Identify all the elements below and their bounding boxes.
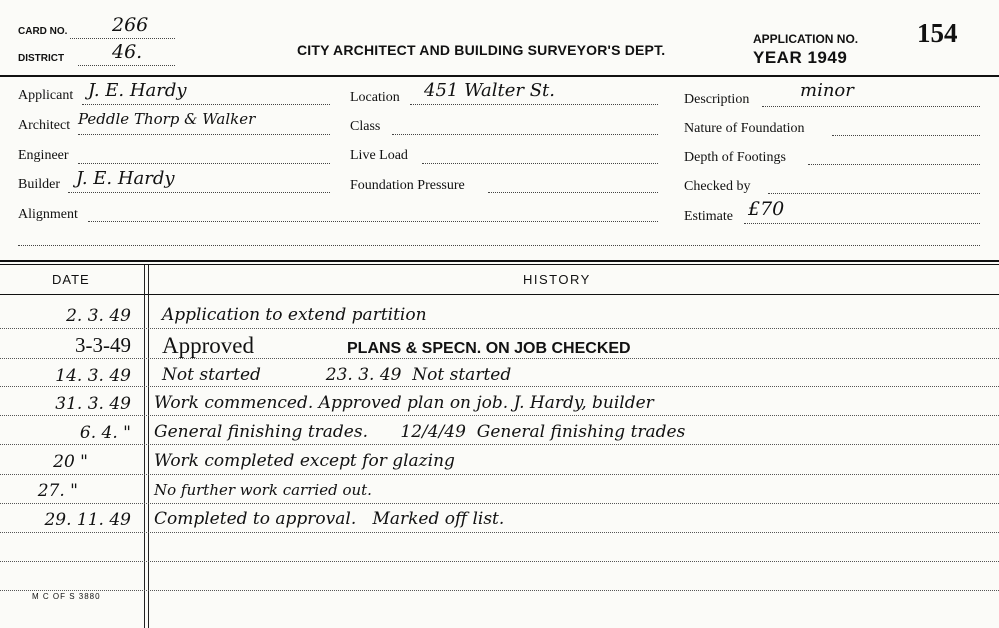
card-no-label: CARD NO. (18, 26, 68, 37)
year: YEAR 1949 (753, 48, 848, 67)
location-value: 451 Walter St. (424, 80, 556, 101)
history-date: 6. 4. " (79, 423, 131, 443)
history-date: 31. 3. 49 (55, 394, 131, 414)
form-code: M C OF S 3880 (32, 592, 101, 601)
header-rule (0, 75, 999, 77)
history-header: HISTORY (523, 272, 591, 287)
application-label: APPLICATION NO. (753, 32, 859, 46)
history-text: Work completed except for glazing (154, 451, 455, 471)
class-label: Class (350, 119, 381, 134)
alignment-label: Alignment (18, 207, 78, 222)
applicant-label: Applicant (18, 88, 74, 103)
approval-stamp: PLANS & SPECN. ON JOB CHECKED (347, 340, 631, 357)
department-title: CITY ARCHITECT AND BUILDING SURVEYOR'S DEPT. (297, 42, 666, 58)
builder-label: Builder (18, 177, 60, 192)
card-no-value: 266 (112, 14, 149, 36)
date-header: DATE (52, 272, 90, 287)
history-date: 14. 3. 49 (55, 366, 131, 386)
history-text: Work commenced. Approved plan on job. J. Hardy, builder (154, 393, 654, 413)
depth-of-footings-label: Depth of Footings (684, 150, 786, 165)
estimate-value: £70 (748, 198, 785, 220)
location-label: Location (350, 90, 400, 105)
history-date: 3-3-49 (75, 333, 131, 357)
live-load-label: Live Load (350, 148, 408, 163)
history-text: Not started 23. 3. 49 Not started (162, 365, 512, 385)
history-text: No further work carried out. (154, 481, 372, 499)
applicant-value: J. E. Hardy (88, 80, 187, 101)
history-date: 2. 3. 49 (66, 306, 131, 326)
history-text: Completed to approval. Marked off list. (154, 509, 505, 529)
engineer-label: Engineer (18, 148, 69, 163)
history-date: 27. " (37, 481, 78, 501)
history-date: 29. 11. 49 (44, 510, 131, 530)
description-label: Description (684, 92, 750, 107)
checked-by-label: Checked by (684, 179, 751, 194)
nature-of-foundation-label: Nature of Foundation (684, 121, 805, 136)
history-text: General finishing trades. 12/4/49 General finishing trades (154, 422, 686, 442)
column-divider (144, 265, 145, 628)
builder-value: J. E. Hardy (76, 168, 175, 189)
district-value: 46. (112, 41, 143, 63)
history-date: 20 " (53, 452, 88, 472)
table-top-rule (0, 260, 999, 262)
history-text: Application to extend partition (162, 305, 427, 325)
architect-label: Architect (18, 118, 71, 133)
estimate-label: Estimate (684, 209, 733, 224)
foundation-pressure-label: Foundation Pressure (350, 178, 465, 193)
architect-value: Peddle Thorp & Walker (78, 110, 256, 128)
description-value: minor (800, 80, 854, 101)
application-number: 154 (917, 18, 958, 48)
history-text: Approved (162, 333, 254, 358)
district-label: DISTRICT (18, 53, 65, 64)
table-header-rule (0, 294, 999, 295)
